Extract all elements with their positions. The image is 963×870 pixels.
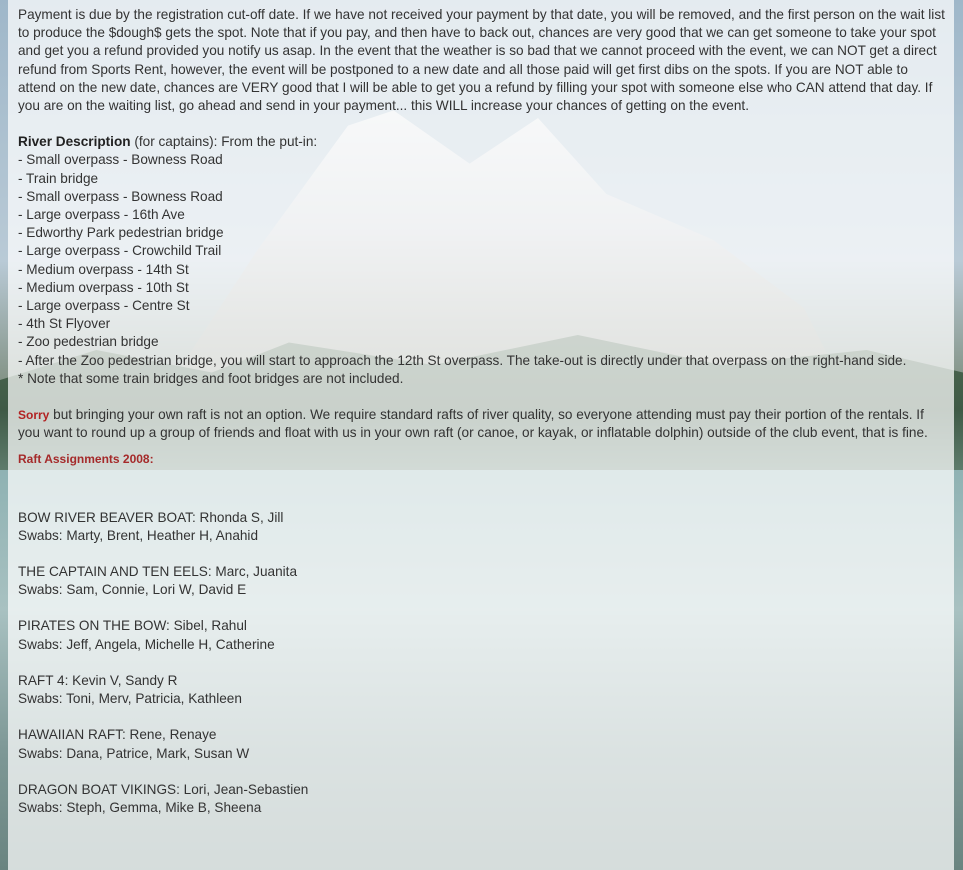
raft-name: THE CAPTAIN AND TEN EELS: Marc, Juanita [18,564,298,580]
raft-name: RAFT 4: Kevin V, Sandy R [18,672,178,688]
sorry-paragraph [18,406,948,442]
river-description [18,133,948,388]
raft-name: HAWAIIAN RAFT: Rene, Renaye [18,727,217,743]
raft-name: PIRATES ON THE BOW: Sibel, Rahul [18,618,247,634]
river-item: - After the Zoo pedestrian bridge, you will start to approach the 12th St overpass. The take-out is directly under that overpass on the right-hand side. [18,352,907,368]
raft-entry [18,509,948,545]
river-item: - Large overpass - Crowchild Trail [18,243,222,259]
river-item: - Medium overpass - 10th St [18,279,189,295]
river-item: - 4th St Flyover [18,316,111,332]
raft-swabs: Swabs: Sam, Connie, Lori W, David E [18,582,247,598]
raft-entry [18,672,948,708]
sorry-text: but bringing your own raft is not an option. We require standard rafts of river quality, so everyone attending must pay their portion of the rentals. If you want to round up a group of friends and float with us in your own raft (or canoe, or kayak, or inflatable dolphin) outside of the club event, that is fine. [18,407,928,441]
river-heading: River Description [18,134,131,150]
raft-name: BOW RIVER BEAVER BOAT: Rhonda S, Jill [18,509,284,525]
river-item: - Edworthy Park pedestrian bridge [18,225,224,241]
raft-swabs: Swabs: Dana, Patrice, Mark, Susan W [18,745,250,761]
river-item: - Small overpass - Bowness Road [18,152,223,168]
river-item: - Large overpass - 16th Ave [18,207,185,223]
page-content [18,6,948,835]
raft-swabs: Swabs: Steph, Gemma, Mike B, Sheena [18,799,262,815]
raft-entry [18,563,948,599]
river-list [18,151,948,388]
payment-paragraph: Payment is due by the registration cut-off date. If we have not received your payment by that date, you will be removed, and the first person on the wait list to produce the $dough$ gets the spot. Note that if you pay, and then have to back out, chances are very good that we can get someone to take your spot and get you a refund provided you notify us asap. In the event that the weather is so bad that we cannot proceed with the event, we can NOT get a direct refund from Sports Rent, however, the event will be postponed to a new date and all those paid will get first dibs on the spots. If you are NOT able to attend on the new date, chances are VERY good that I will be able to get you a refund by filling your spot with someone else who CAN attend that day. If you are on the waiting list, go ahead and send in your payment... this WILL increase your chances of getting on the event. [18,7,945,114]
raft-swabs: Swabs: Jeff, Angela, Michelle H, Catherine [18,636,275,652]
raft-swabs: Swabs: Marty, Brent, Heather H, Anahid [18,527,259,543]
raft-entry [18,781,948,817]
river-item: - Zoo pedestrian bridge [18,334,159,350]
river-item: - Train bridge [18,170,99,186]
river-item: - Small overpass - Bowness Road [18,188,223,204]
river-heading-suffix: (for captains): From the put-in: [130,134,318,150]
river-item: - Medium overpass - 14th St [18,261,189,277]
raft-swabs: Swabs: Toni, Merv, Patricia, Kathleen [18,691,242,707]
river-item: - Large overpass - Centre St [18,298,190,314]
sorry-label: Sorry [18,408,50,423]
river-note: * Note that some train bridges and foot bridges are not included. [18,370,404,386]
raft-entry [18,726,948,762]
raft-name: DRAGON BOAT VIKINGS: Lori, Jean-Sebastien [18,781,309,797]
raft-assignments-heading: Raft Assignments 2008: [18,452,154,467]
raft-entry [18,617,948,653]
